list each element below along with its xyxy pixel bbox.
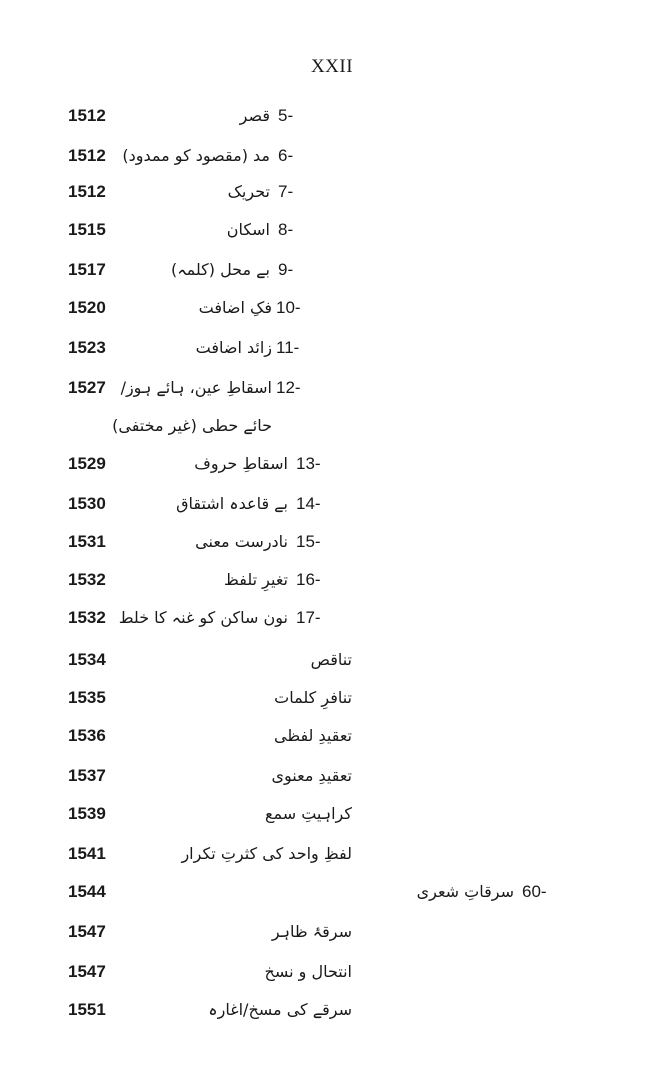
toc-page-number: 1515 xyxy=(68,220,106,239)
toc-page-number: 1530 xyxy=(68,494,106,513)
toc-page-number: 1532 xyxy=(68,570,106,589)
toc-page-number: 1544 xyxy=(68,882,106,901)
toc-entry xyxy=(0,838,664,870)
toc-entry-index: 15- xyxy=(296,532,321,551)
toc-page-number: 1537 xyxy=(68,766,106,785)
toc-entry-index: 60- xyxy=(522,882,547,901)
toc-entry xyxy=(0,760,664,792)
toc-page-number: 1527 xyxy=(68,378,106,397)
toc-page-number: 1547 xyxy=(68,922,106,941)
toc-page-number: 1532 xyxy=(68,608,106,627)
toc-entry-index: 16- xyxy=(296,570,321,589)
toc-entry xyxy=(0,410,664,442)
toc-entry-title: نادرست معنی xyxy=(195,532,288,551)
toc-page-number: 1523 xyxy=(68,338,106,357)
toc-entry xyxy=(0,956,664,988)
toc-entry-title: انتحال و نسخ xyxy=(264,962,352,981)
toc-entry xyxy=(0,292,664,324)
toc-entry-title: حائے حطی (غیر مختفی) xyxy=(112,416,272,435)
toc-page-number: 1512 xyxy=(68,106,106,125)
toc-entry-title: تنافرِ کلمات xyxy=(274,688,352,707)
toc-page-number: 1517 xyxy=(68,260,106,279)
toc-entry xyxy=(0,214,664,246)
toc-entry-index: 17- xyxy=(296,608,321,627)
toc-entry-index: 7- xyxy=(278,182,294,201)
toc-entry-index: 13- xyxy=(296,454,321,473)
toc-entry-title: فکِ اضافت xyxy=(198,298,272,317)
toc-entry-title: تعقیدِ لفظی xyxy=(273,726,352,745)
toc-entry-title: تغیرِ تلفظ xyxy=(224,570,288,589)
toc-entry-title: اسکان xyxy=(226,220,270,239)
toc-entry xyxy=(0,526,664,558)
page-number: XXII xyxy=(310,56,354,77)
toc-page-number: 1547 xyxy=(68,962,106,981)
toc-entry-title: مد (مقصود کو ممدود) xyxy=(122,146,270,165)
toc-page-number: 1512 xyxy=(68,146,106,165)
toc-entry-title: زائد اضافت xyxy=(195,338,272,357)
toc-entry-index: 6- xyxy=(278,146,294,165)
toc-entry-title: کراہیتِ سمع xyxy=(264,804,352,823)
toc-entry-title: سرقے کی مسخ/اغارہ xyxy=(208,1000,352,1019)
toc-entry-index: 14- xyxy=(296,494,321,513)
toc-entry-title: سرقاتِ شعری xyxy=(416,882,514,901)
toc-page-number: 1512 xyxy=(68,182,106,201)
toc-entry xyxy=(0,602,664,634)
toc-entry-title: اسقاطِ حروف xyxy=(194,454,288,473)
toc-entry-title: اسقاطِ عین، ہائے ہوز/ xyxy=(120,378,272,397)
toc-entry xyxy=(0,488,664,520)
toc-entry xyxy=(0,176,664,208)
toc-page-number: 1520 xyxy=(68,298,106,317)
toc-entry-index: 8- xyxy=(278,220,294,239)
toc-entry xyxy=(0,798,664,830)
toc-entry-title: نون ساکن کو غنہ کا خلط xyxy=(118,608,288,627)
toc-entry xyxy=(0,448,664,480)
toc-entry xyxy=(0,100,664,132)
toc-entry-title: تناقص xyxy=(310,650,352,669)
toc-entry xyxy=(0,994,664,1026)
toc-entry-title: تحریک xyxy=(227,182,270,201)
toc-entry-index: 9- xyxy=(278,260,294,279)
toc-entry-title: سرقۂ ظاہر xyxy=(271,922,352,941)
toc-page-number: 1536 xyxy=(68,726,106,745)
toc-entry xyxy=(0,254,664,286)
toc-page-number: 1529 xyxy=(68,454,106,473)
toc-page-number: 1541 xyxy=(68,844,106,863)
toc-page-number: 1551 xyxy=(68,1000,106,1019)
toc-entry xyxy=(0,332,664,364)
toc-entry-title: بے محل (کلمہ) xyxy=(170,260,270,279)
toc-entry-title: بے قاعدہ اشتقاق xyxy=(176,494,288,513)
toc-page-number: 1539 xyxy=(68,804,106,823)
toc-page-number: 1531 xyxy=(68,532,106,551)
toc-entry-title: قصر xyxy=(239,106,270,125)
toc-entry xyxy=(0,644,664,676)
toc-entry xyxy=(0,372,664,404)
toc-entry xyxy=(0,876,664,908)
toc-entry-title: تعقیدِ معنوی xyxy=(271,766,352,785)
toc-entry-index: 10- xyxy=(276,298,301,317)
toc-entry-title: لفظِ واحد کی کثرتِ تکرار xyxy=(181,844,352,863)
toc-entry xyxy=(0,564,664,596)
toc-entry xyxy=(0,916,664,948)
toc-entry xyxy=(0,140,664,172)
toc-entry-index: 12- xyxy=(276,378,301,397)
toc-page-number: 1535 xyxy=(68,688,106,707)
toc-entry-index: 5- xyxy=(278,106,294,125)
toc-page-number: 1534 xyxy=(68,650,106,669)
toc-entry xyxy=(0,720,664,752)
toc-entry xyxy=(0,682,664,714)
toc-entry-index: 11- xyxy=(276,338,300,357)
